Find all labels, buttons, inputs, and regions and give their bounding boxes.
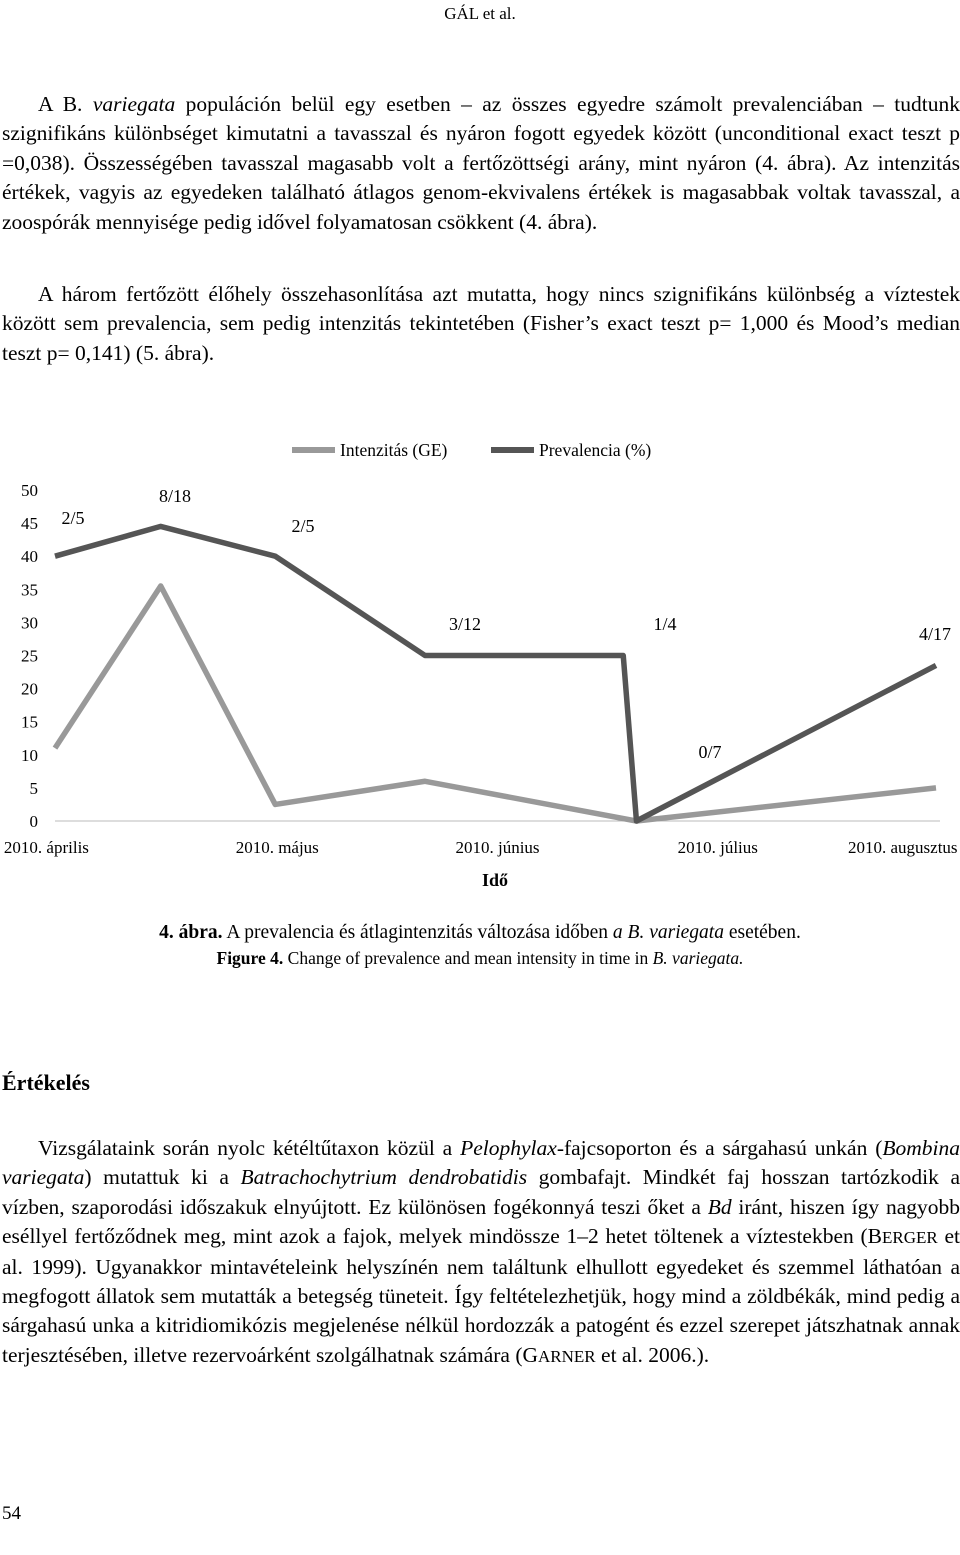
y-tick-label: 0 bbox=[29, 812, 38, 831]
figure-4-chart bbox=[0, 400, 960, 900]
legend-label-intensity: Intenzitás (GE) bbox=[340, 440, 448, 460]
caption-hu-end: esetében. bbox=[723, 922, 801, 943]
results-paragraph-1 bbox=[2, 90, 960, 237]
y-tick-label: 40 bbox=[21, 547, 38, 567]
results-paragraph-2: A három fertőzött élőhely összehasonlítása azt mutatta, hogy nincs szignifikáns különbség a víztestek között sem prevalencia, sem pedig intenzitás tekintetében (Fisher’s exact teszt p= 1,000 és Mood’s median teszt p= 0,141) (5. ábra). bbox=[2, 282, 960, 365]
figure-caption-hu bbox=[0, 922, 960, 944]
chart-legend bbox=[292, 440, 651, 460]
page-number: 54 bbox=[2, 1503, 21, 1524]
section-heading: Értékelés bbox=[2, 1070, 90, 1095]
series-prevalence-line bbox=[55, 526, 936, 821]
caption-hu-species: a B. variegata bbox=[612, 922, 724, 943]
data-label-annotation: 4/17 bbox=[918, 624, 952, 644]
x-tick-label: 2010. május bbox=[235, 838, 319, 857]
para3-genus-pelophylax: Pelophylax bbox=[460, 1136, 557, 1160]
series-intensity-line bbox=[55, 586, 936, 821]
y-tick-label: 30 bbox=[21, 613, 38, 633]
caption-hu-text: A prevalencia és átlagintenzitás változása időben bbox=[222, 922, 613, 943]
discussion-paragraph bbox=[2, 1134, 960, 1371]
y-axis bbox=[21, 481, 38, 831]
chart-series bbox=[55, 526, 936, 821]
para3-species-bd: Batrachochytrium dendrobatidis bbox=[240, 1165, 528, 1190]
data-label-annotation: 8/18 bbox=[158, 486, 192, 506]
data-label-annotation: 3/12 bbox=[448, 614, 482, 634]
data-label-annotation: 2/5 bbox=[291, 516, 315, 536]
para3-text-7: et al. 2006.). bbox=[595, 1342, 710, 1367]
data-label-annotation: 0/7 bbox=[698, 742, 722, 762]
para3-abbrev-bd: Bd bbox=[707, 1194, 732, 1219]
y-tick-label: 35 bbox=[21, 580, 38, 600]
x-tick-label: 2010. június bbox=[455, 838, 540, 857]
figure-caption-en bbox=[0, 948, 960, 969]
y-tick-label: 5 bbox=[29, 778, 38, 798]
caption-en-text: Change of prevalence and mean intensity in time in bbox=[283, 948, 653, 968]
para1-species: variegata bbox=[92, 92, 176, 116]
x-axis-title: Idő bbox=[481, 870, 509, 890]
y-tick-label: 25 bbox=[21, 646, 38, 666]
y-tick-label: 10 bbox=[21, 745, 38, 765]
caption-hu-label: 4. ábra. bbox=[159, 922, 223, 943]
x-tick-label: 2010. július bbox=[677, 838, 758, 857]
para3-text-1: Vizsgálataink során nyolc kétéltűtaxon közül a bbox=[38, 1136, 461, 1160]
para3-text-6: et al. 1999). Ugyanakkor mintavételeink helyszínén nem találtunk elhullott egyedeket és szemmel láthatóan a megfogott állatok sem mutatták a betegség tüneteit. Így feltételezhetjük, hogy mind a zöldbékák, mind pedig a sárgahasú unka a kitridiomikózis megjelenése nélkül hordozzák a patogént és ezzel szerepet játszhatnak annak terjesztésében, illetve rezervoárként szolgálhatnak számára (G bbox=[2, 1224, 960, 1367]
para3-author-smallcaps-2: ARNER bbox=[538, 1346, 596, 1366]
data-label-annotation: 1/4 bbox=[653, 614, 677, 634]
y-tick-label: 20 bbox=[21, 679, 38, 699]
x-tick-label: 2010. augusztus bbox=[847, 838, 958, 857]
para1-text-b: populáción belül egy esetben – az összes egyedre számolt prevalenciában – tudtunk szignifikáns különbséget kimutatni a tavasszal és nyáron fogott egyedek között (unconditional exact teszt p =0,038). Összességében tavasszal magasabb volt a fertőzöttségi arány, mint nyáron (4. ábra). Az intenzitás értékek, vagyis az egyedeken található átlagos genom-ekvivalens értékek is magasabbak voltak tavasszal, a zoospórák mennyisége pedig idővel folyamatosan csökkent (4. ábra). bbox=[2, 92, 960, 234]
para3-text-2: -fajcsoporton és a sárgahasú unkán ( bbox=[556, 1136, 883, 1160]
para1-text-a: A B. bbox=[38, 92, 93, 116]
chart-annotations bbox=[61, 486, 951, 762]
para3-author-smallcaps-1: ERGER bbox=[882, 1228, 938, 1248]
y-tick-label: 50 bbox=[21, 481, 38, 500]
para3-text-5: iránt, hiszen így nagyobb eséllyel fertőződnek meg, mint azok a fajok, melyek mindössze 1–2 hetet töltenek a víztestekben (B bbox=[2, 1194, 960, 1249]
para3-text-4: gombafajt. Mindkét faj hosszan tartózkodik a vízben, szaporodási időszakuk elnyújtott. Ez különösen fogékonnyá teszi őket a bbox=[2, 1165, 960, 1219]
x-axis bbox=[4, 838, 958, 857]
y-tick-label: 45 bbox=[21, 514, 38, 534]
para3-species-bombina: Bombina variegata bbox=[2, 1136, 960, 1190]
para3-text-3: ) mutattuk ki a bbox=[84, 1165, 241, 1190]
data-label-annotation: 2/5 bbox=[61, 508, 85, 528]
running-header: GÁL et al. bbox=[444, 4, 516, 23]
caption-en-label: Figure 4. bbox=[216, 948, 284, 968]
legend-label-prevalence: Prevalencia (%) bbox=[539, 440, 652, 460]
y-tick-label: 15 bbox=[21, 712, 38, 732]
x-tick-label: 2010. április bbox=[3, 838, 89, 857]
caption-en-species: B. variegata. bbox=[652, 948, 744, 968]
